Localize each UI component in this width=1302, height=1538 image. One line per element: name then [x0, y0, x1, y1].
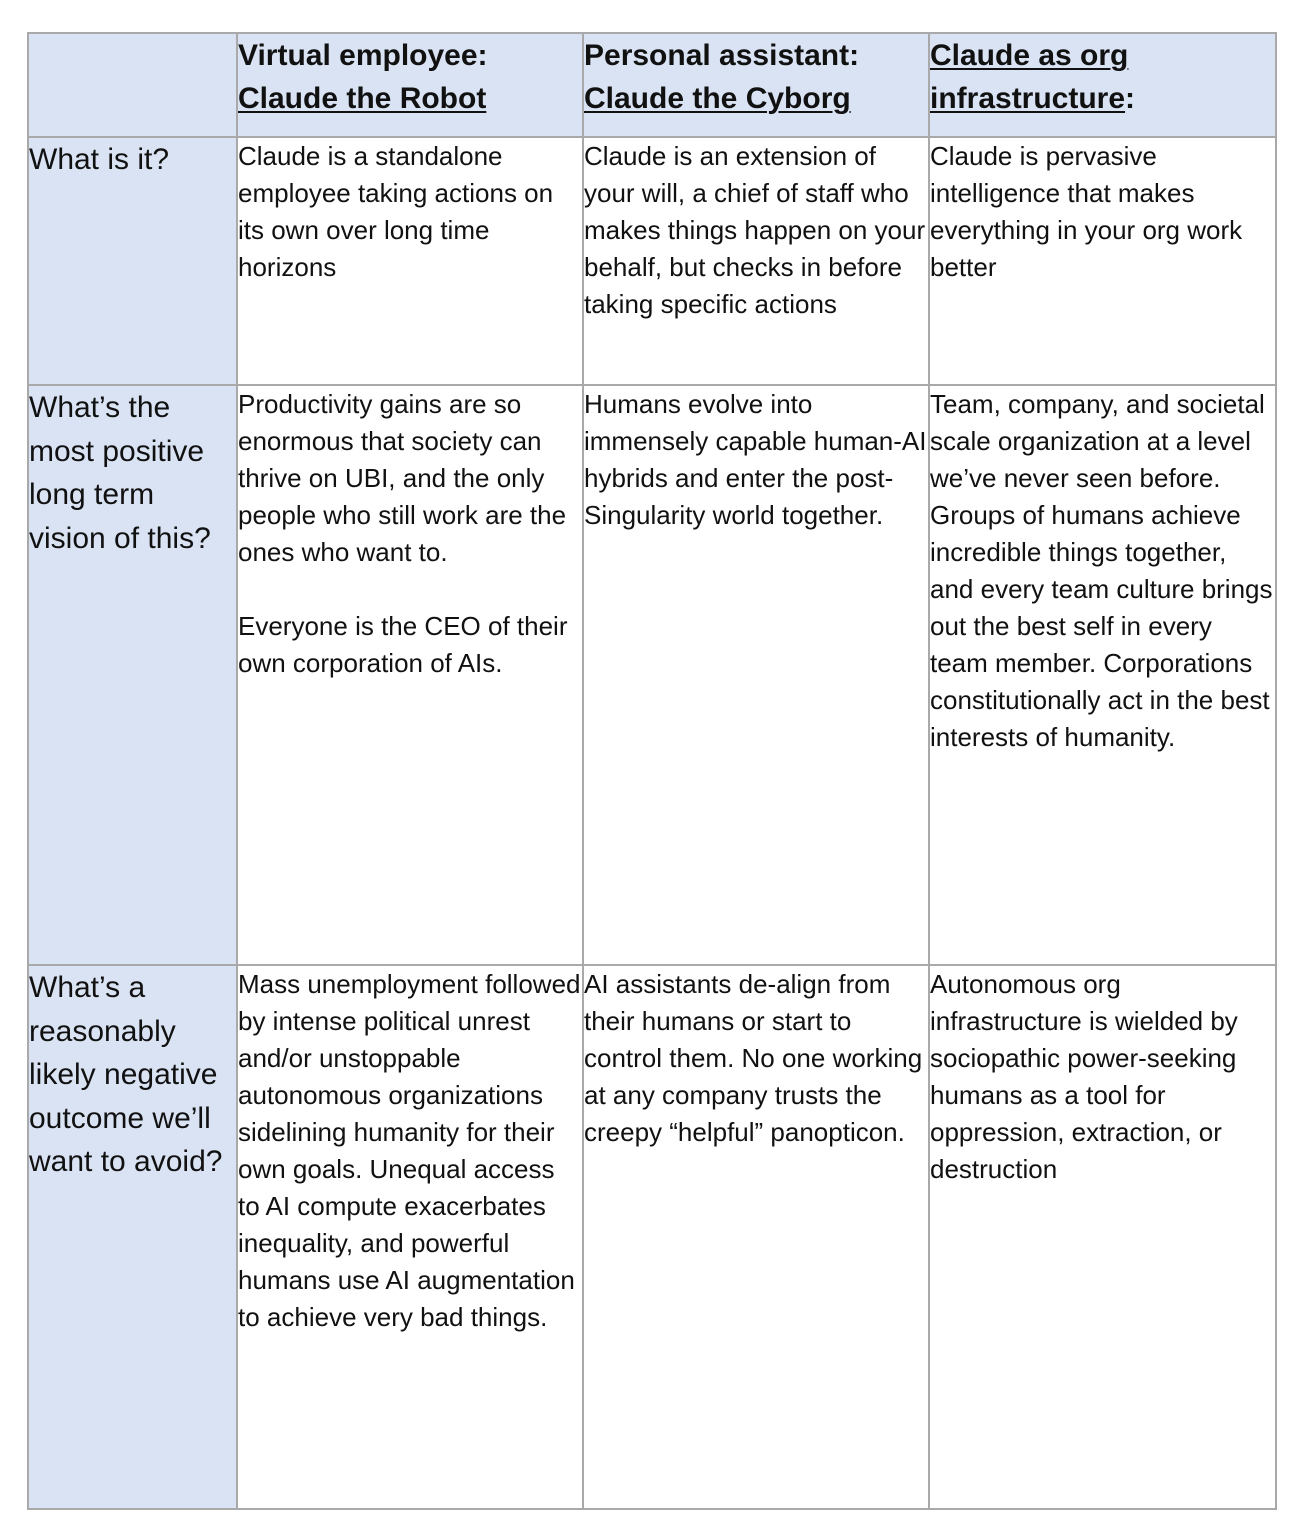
- header-subtitle-link[interactable]: Claude the Cyborg: [584, 82, 851, 115]
- cell-cyborg-negative: [583, 965, 929, 1509]
- cell-text: Team, company, and societal scale organization at a level we’ve never seen before. Groups of humans achieve incredible things together, and every team culture brings out the best self in every team member. Corporations constitutionally act in the best interests of humanity.: [930, 389, 1273, 752]
- header-title: Personal assistant:: [584, 39, 860, 72]
- cell-text: Humans evolve into immensely capable human-AI hybrids and enter the post-Singularity world together.: [584, 389, 927, 530]
- cell-cyborg-what: [583, 137, 929, 385]
- corner-cell: [28, 33, 237, 137]
- header-org-infrastructure: [929, 33, 1276, 137]
- cell-cyborg-positive: [583, 385, 929, 965]
- table-row: [28, 385, 1276, 965]
- header-title: Virtual employee:: [238, 39, 488, 72]
- row-label-negative-outcome: What’s a reasonably likely negative outcome we’ll want to avoid?: [28, 965, 237, 1509]
- table-row: [28, 137, 1276, 385]
- cell-robot-what: [237, 137, 583, 385]
- header-subtitle-link[interactable]: Claude the Robot: [238, 82, 487, 115]
- cell-text: Claude is a standalone employee taking actions on its own over long time horizons: [238, 141, 554, 282]
- header-subtitle-link[interactable]: infrastructure: [930, 82, 1126, 115]
- cell-text: Everyone is the CEO of their own corporation of AIs.: [238, 611, 568, 678]
- cell-text: Productivity gains are so enormous that society can thrive on UBI, and the only people who still work are the ones who want to.: [238, 389, 567, 567]
- cell-text: Mass unemployment followed by intense political unrest and/or unstoppable autonomous organizations sidelining humanity for their own goals. Unequal access to AI compute exacerbates inequality, and powerful humans use AI augmentation to achieve very bad things.: [238, 969, 581, 1332]
- row-label-positive-vision: What’s the most positive long term vision of this?: [28, 385, 237, 965]
- cell-text: Claude is an extension of your will, a chief of staff who makes things happen on your behalf, but checks in before taking specific actions: [584, 141, 926, 319]
- cell-robot-negative: [237, 965, 583, 1509]
- cell-text: Autonomous org infrastructure is wielded by sociopathic power-seeking humans as a tool for oppression, extraction, or destruction: [930, 969, 1238, 1184]
- header-suffix: :: [1125, 82, 1136, 115]
- cell-infra-positive: [929, 385, 1276, 965]
- table-row: [28, 965, 1276, 1509]
- cell-robot-positive: [237, 385, 583, 965]
- cell-text: AI assistants de-align from their humans or start to control them. No one working at any company trusts the creepy “helpful” panopticon.: [584, 969, 923, 1147]
- row-label-what-is-it: What is it?: [28, 137, 237, 385]
- header-personal-assistant: [583, 33, 929, 137]
- header-title-link[interactable]: Claude as org: [930, 39, 1129, 72]
- cell-text: Claude is pervasive intelligence that makes everything in your org work better: [930, 141, 1243, 282]
- cell-infra-what: [929, 137, 1276, 385]
- cell-infra-negative: [929, 965, 1276, 1509]
- header-row: [28, 33, 1276, 137]
- header-virtual-employee: [237, 33, 583, 137]
- comparison-table: [27, 32, 1277, 1510]
